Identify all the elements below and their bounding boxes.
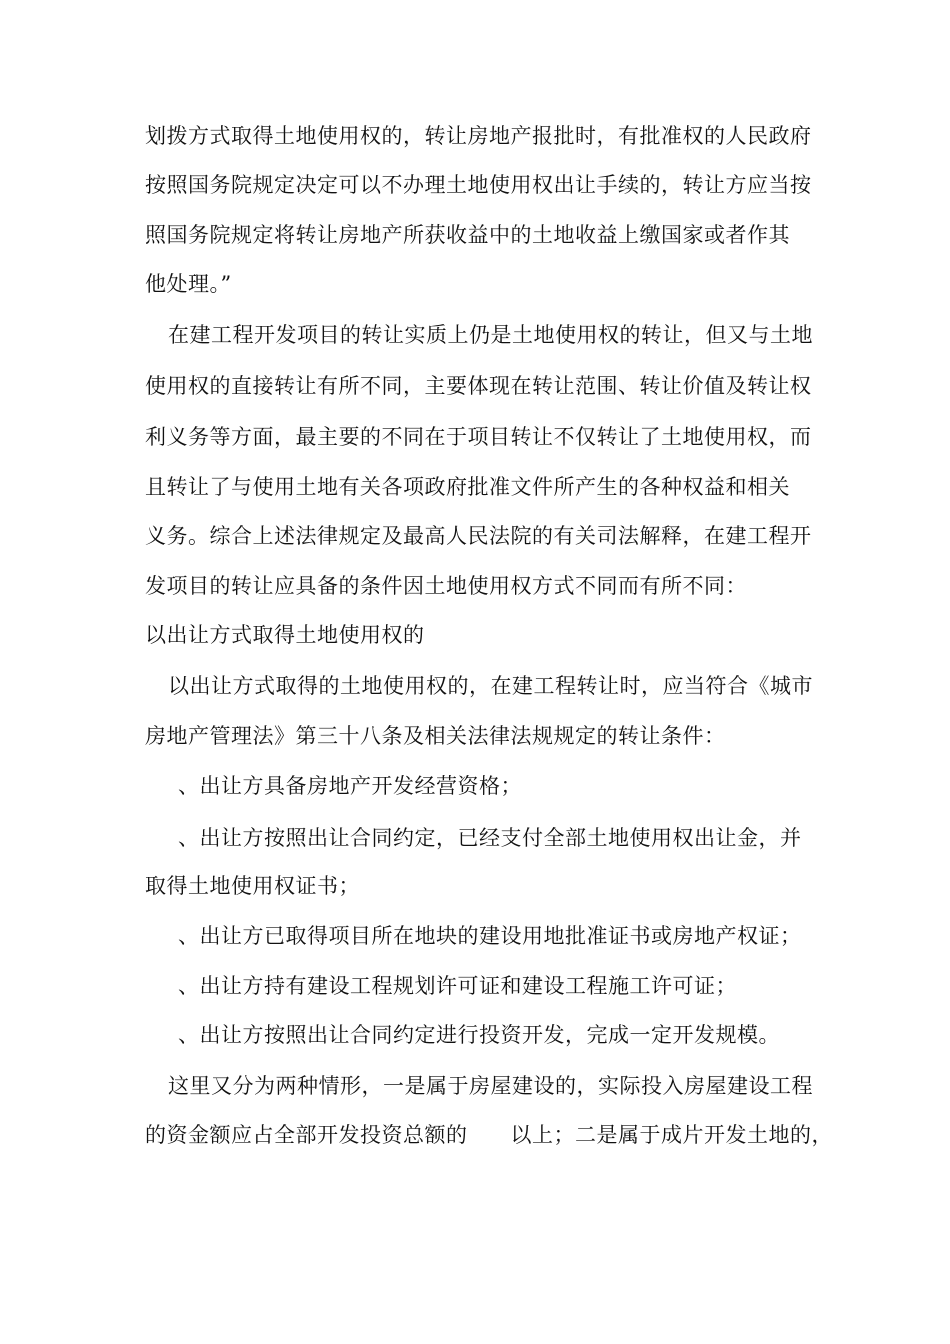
text-line: 利义务等方面，最主要的不同在于项目转让不仅转让了土地使用权，而 <box>145 425 812 449</box>
list-item: 、出让方具备房地产开发经营资格； <box>178 774 522 798</box>
text-line: 照国务院规定将转让房地产所获收益中的土地收益上缴国家或者作其 <box>145 223 790 247</box>
list-item-continuation: 取得土地使用权证书； <box>145 874 360 898</box>
text-line: 使用权的直接转让有所不同，主要体现在转让范围、转让价值及转让权 <box>145 374 812 398</box>
text-line: 按照国务院规定决定可以不办理土地使用权出让手续的，转让方应当按 <box>145 173 812 197</box>
list-item: 、出让方持有建设工程规划许可证和建设工程施工许可证； <box>178 974 737 998</box>
paragraph-first-line: 以出让方式取得的土地使用权的，在建工程转让时，应当符合《城市 <box>168 674 813 698</box>
text-line: 且转让了与使用土地有关各项政府批准文件所产生的各种权益和相关 <box>145 475 790 499</box>
list-item: 、出让方按照出让合同约定，已经支付全部土地使用权出让金，并 <box>178 826 802 850</box>
text-line: 他处理。” <box>145 272 232 296</box>
text-line: 的资金额应占全部开发投资总额的 以上；二是属于成片开发土地的， <box>145 1123 833 1147</box>
paragraph-first-line: 在建工程开发项目的转让实质上仍是土地使用权的转让，但又与土地 <box>168 323 813 347</box>
list-item: 、出让方按照出让合同约定进行投资开发，完成一定开发规模。 <box>178 1023 780 1047</box>
text-line: 划拨方式取得土地使用权的，转让房地产报批时，有批准权的人民政府 <box>145 124 812 148</box>
text-line: 发项目的转让应具备的条件因土地使用权方式不同而有所不同： <box>145 574 747 598</box>
text-line: 义务。综合上述法律规定及最高人民法院的有关司法解释，在建工程开 <box>145 524 812 548</box>
section-heading: 以出让方式取得土地使用权的 <box>145 623 425 647</box>
paragraph-first-line: 这里又分为两种情形，一是属于房屋建设的，实际投入房屋建设工程 <box>168 1074 813 1098</box>
list-item: 、出让方已取得项目所在地块的建设用地批准证书或房地产权证； <box>178 924 802 948</box>
text-line: 房地产管理法》第三十八条及相关法律法规规定的转让条件： <box>145 724 726 748</box>
